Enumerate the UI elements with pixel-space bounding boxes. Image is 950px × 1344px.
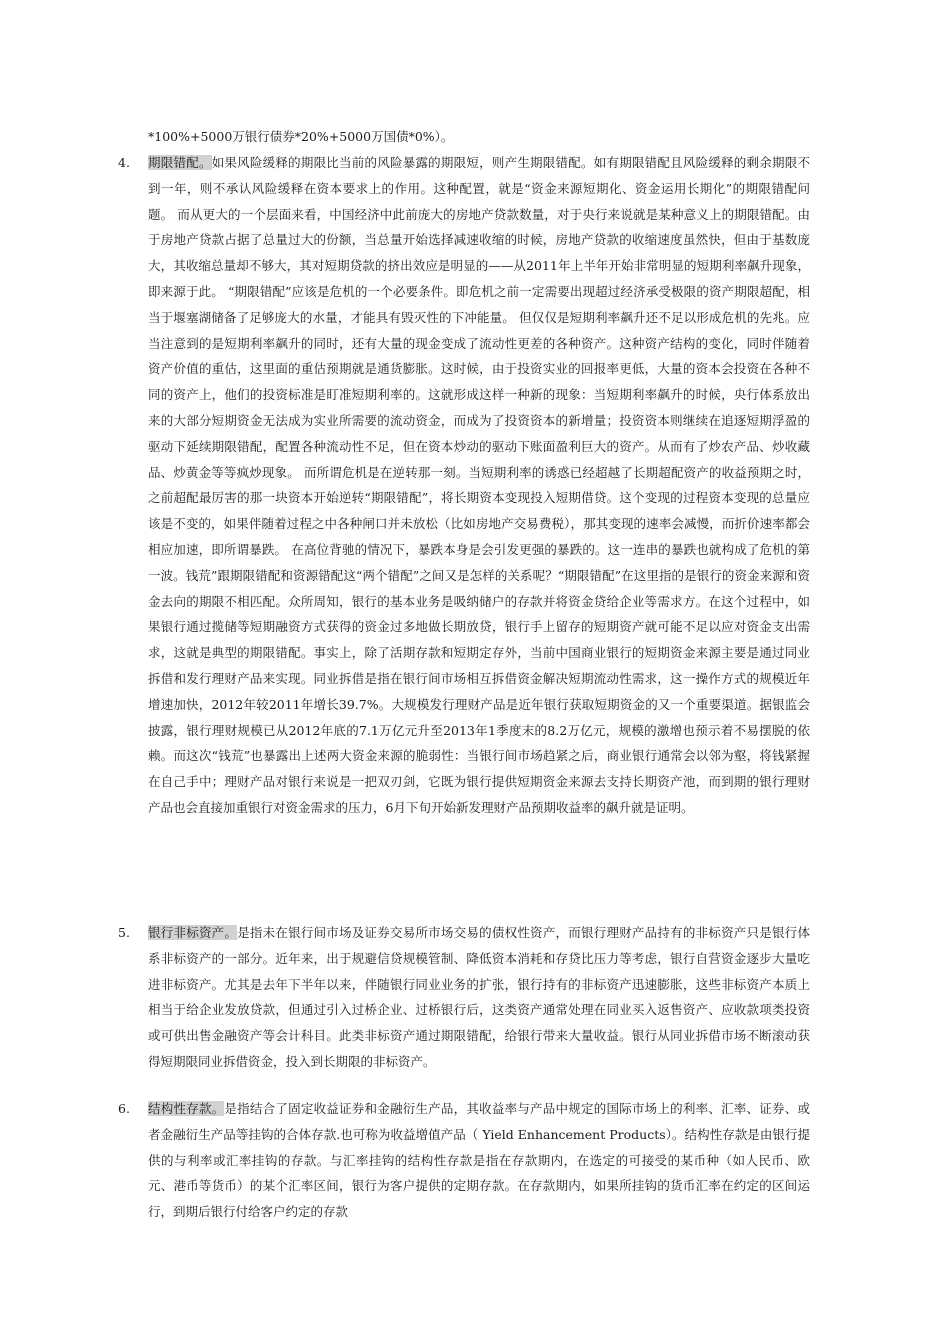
highlighted-term: 期限错配。 xyxy=(148,155,212,170)
list-item-body xyxy=(148,920,810,1075)
term-definition: 是指结合了固定收益证券和金融衍生产品，其收益率与产品中规定的国际市场上的利率、汇率、证券、或者金融衍生产品等挂钩的合体存款.也可称为收益增值产品（ Yield Enhancement Products）。结构性存款是由银行提供的与利率或汇率挂钩的存款。与汇率挂钩的结构性存款是指在存款期内，在选定的可接受的某币种（如人民币、欧元、港币等货币）的某个汇率区间，银行为客户提供的定期存款。在存款期内，如果所挂钩的货币汇率在约定的区间运行，到期后银行付给客户约定的存款 xyxy=(148,1101,810,1220)
term-definition: 是指未在银行间市场及证券交易所市场交易的债权性资产，而银行理财产品持有的非标资产只是银行体系非标资产的一部分。近年来，出于规避信贷规模管制、降低资本消耗和存贷比压力等考虑，银行自营资金逐步大量吃进非标资产。尤其是去年下半年以来，伴随银行同业业务的扩张，银行持有的非标资产迅速膨胀，这些非标资产本质上相当于给企业发放贷款，但通过引入过桥企业、过桥银行后，这类资产通常处理在同业买入返售资产、应收款项类投资或可供出售金融资产等会计科目。此类非标资产通过期限错配，给银行带来大量收益。银行从同业拆借市场不断滚动获得短期限同业拆借资金，投入到长期限的非标资产。 xyxy=(148,925,810,1069)
list-item-body xyxy=(148,1096,810,1225)
highlighted-term: 结构性存款。 xyxy=(148,1101,225,1116)
term-definition: 如果风险缓释的期限比当前的风险暴露的期限短，则产生期限错配。如有期限错配且风险缓释的剩余期限不到一年，则不承认风险缓释在资本要求上的作用。这种配置，就是“资金来源短期化、资金运用长期化”的期限错配问题。 而从更大的一个层面来看，中国经济中此前庞大的房地产贷款数量，对于央行来说就是某种意义上的期限错配。由于房地产贷款占据了总量过大的份额，当总量开始选择减速收缩的时候，房地产贷款的收缩速度虽然快，但由于基数庞大，其收缩总量却不够大，其对短期贷款的挤出效应是明显的——从2011年上半年开始非常明显的短期利率飙升现象，即来源于此。 “期限错配”应该是危机的一个必要条件。即危机之前一定需要出现超过经济承受极限的资产期限超配，相当于堰塞湖储备了足够庞大的水量，才能具有毁灭性的下冲能量。 但仅仅是短期利率飙升还不足以形成危机的先兆。应当注意到的是短期利率飙升的同时，还有大量的现金变成了流动性更差的各种资产。这种资产结构的变化，同时伴随着资产价值的重估，这里面的重估预期就是通货膨胀。这时候，由于投资实业的回报率更低，大量的资本会投资在各种不同的资产上，他们的投资标准是盯准短期利率的。这就形成这样一种新的现象：当短期利率飙升的时候，央行体系放出来的大部分短期资金无法成为实业所需要的流动资金，而成为了投资资本的新增量；投资资本则继续在追逐短期浮盈的驱动下延续期限错配，配置各种流动性不足，但在资本炒动的驱动下账面盈利巨大的资产。从而有了炒农产品、炒收藏品、炒黄金等等疯炒现象。 而所谓危机是在逆转那一刻。当短期利率的诱惑已经超越了长期超配资产的收益预期之时，之前超配最厉害的那一块资本开始逆转“期限错配”，将长期资本变现投入短期借贷。这个变现的过程资本变现的总量应该是不变的，如果伴随着过程之中各种闸口并未放松（比如房地产交易费税），那其变现的速率会减慢，而折价速率都会相应加速，即所谓暴跌。 在高位背驰的情况下，暴跌本身是会引发更强的暴跌的。这一连串的暴跌也就构成了危机的第一波。钱荒”跟期限错配和资源错配这“两个错配”之间又是怎样的关系呢？“期限错配”在这里指的是银行的资金来源和资金去向的期限不相匹配。众所周知，银行的基本业务是吸纳储户的存款并将资金贷给企业等需求方。在这个过程中，如果银行通过揽储等短期融资方式获得的资金过多地做长期放贷，银行手上留存的短期资产就可能不足以应对资金支出需求，这就是典型的期限错配。事实上，除了活期存款和短期定存外，当前中国商业银行的短期资金来源主要是通过同业拆借和发行理财产品来实现。同业拆借是指在银行间市场相互拆借资金解决短期流动性需求，这一操作方式的规模近年增速加快，2012年较2011年增长39.7%。大规模发行理财产品是近年银行获取短期资金的又一个重要渠道。据银监会披露，银行理财规模已从2012年底的7.1万亿元升至2013年1季度末的8.2万亿元，规模的激增也预示着不易摆脱的依赖。而这次“钱荒”也暴露出上述两大资金来源的脆弱性：当银行间市场趋紧之后，商业银行通常会以邻为壑，将钱紧握在自己手中；理财产品对银行来说是一把双刃剑，它既为银行提供短期资金来源去支持长期资产池，而到期的银行理财产品也会直接加重银行对资金需求的压力，6月下旬开始新发理财产品预期收益率的飙升就是证明。 xyxy=(148,155,810,815)
continued-text-line: *100%+5000万银行债券*20%+5000万国债*0%）。 xyxy=(148,129,454,144)
list-item-number: 5. xyxy=(118,925,130,940)
list-item-number: 6. xyxy=(118,1101,130,1116)
list-item-number: 4. xyxy=(118,155,130,170)
list-item-nonstandard-assets xyxy=(118,920,810,1075)
list-item-term-mismatch xyxy=(118,150,810,821)
list-item-structured-deposit xyxy=(118,1096,810,1225)
list-item-body xyxy=(148,150,810,821)
highlighted-term: 银行非标资产。 xyxy=(148,925,238,940)
